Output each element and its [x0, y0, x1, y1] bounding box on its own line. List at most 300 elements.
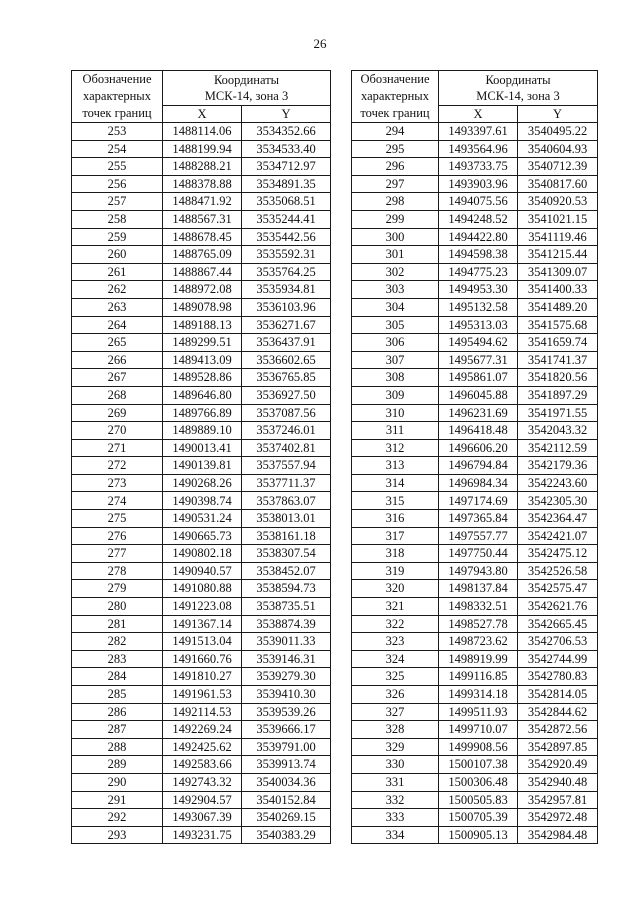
y-coordinate-cell: 3542706.53: [518, 633, 598, 651]
x-coordinate-cell: 1489646.80: [163, 386, 242, 404]
x-coordinate-cell: 1493564.96: [439, 140, 518, 158]
y-coordinate-cell: 3539913.74: [242, 756, 331, 774]
y-coordinate-cell: 3537557.94: [242, 457, 331, 475]
x-coordinate-cell: 1496794.84: [439, 457, 518, 475]
coords-header-line: МСК-14, зона 3: [476, 89, 560, 103]
point-number-cell: 333: [352, 809, 439, 827]
x-coordinate-cell: 1490139.81: [163, 457, 242, 475]
y-coordinate-cell: 3542984.48: [518, 826, 598, 844]
y-coordinate-cell: 3534712.97: [242, 158, 331, 176]
y-coordinate-cell: 3535068.51: [242, 193, 331, 211]
point-number-cell: 258: [72, 210, 163, 228]
table-row: [352, 351, 598, 369]
y-coordinate-cell: 3541820.56: [518, 369, 598, 387]
y-coordinate-cell: 3537711.37: [242, 474, 331, 492]
y-coordinate-cell: 3540269.15: [242, 809, 331, 827]
point-number-cell: 264: [72, 316, 163, 334]
table-row: [72, 738, 331, 756]
y-coordinate-cell: 3542972.48: [518, 809, 598, 827]
point-number-cell: 297: [352, 175, 439, 193]
y-column-header: Y: [242, 106, 331, 123]
table-row: [72, 826, 331, 844]
x-coordinate-cell: 1492904.57: [163, 791, 242, 809]
table-row: [352, 281, 598, 299]
y-coordinate-cell: 3535764.25: [242, 263, 331, 281]
point-number-cell: 318: [352, 545, 439, 563]
table-row: [352, 246, 598, 264]
x-coordinate-cell: 1490665.73: [163, 527, 242, 545]
y-coordinate-cell: 3542665.45: [518, 615, 598, 633]
x-coordinate-cell: 1496606.20: [439, 439, 518, 457]
y-coordinate-cell: 3535934.81: [242, 281, 331, 299]
x-coordinate-cell: 1490268.26: [163, 474, 242, 492]
y-coordinate-cell: 3540383.29: [242, 826, 331, 844]
coords-header-line: Координаты: [485, 73, 551, 87]
x-coordinate-cell: 1493903.96: [439, 175, 518, 193]
point-number-cell: 295: [352, 140, 439, 158]
x-coordinate-cell: 1488567.31: [163, 210, 242, 228]
y-coordinate-cell: 3541489.20: [518, 298, 598, 316]
y-coordinate-cell: 3542814.05: [518, 686, 598, 704]
coordinates-header: [439, 71, 598, 106]
point-number-cell: 268: [72, 386, 163, 404]
point-number-cell: 299: [352, 210, 439, 228]
point-number-cell: 294: [352, 123, 439, 141]
table-row: [352, 633, 598, 651]
y-coordinate-cell: 3540604.93: [518, 140, 598, 158]
table-row: [352, 334, 598, 352]
x-coordinate-cell: 1488471.92: [163, 193, 242, 211]
y-coordinate-cell: 3539539.26: [242, 703, 331, 721]
x-coordinate-cell: 1494598.38: [439, 246, 518, 264]
point-label-header: [352, 71, 439, 123]
table-row: [352, 404, 598, 422]
x-coordinate-cell: 1495494.62: [439, 334, 518, 352]
y-coordinate-cell: 3539410.30: [242, 686, 331, 704]
table-row: [352, 175, 598, 193]
x-coordinate-cell: 1491660.76: [163, 650, 242, 668]
point-number-cell: 315: [352, 492, 439, 510]
table-row: [72, 140, 331, 158]
point-number-cell: 298: [352, 193, 439, 211]
table-row: [72, 809, 331, 827]
x-coordinate-cell: 1494953.30: [439, 281, 518, 299]
x-coordinate-cell: 1500505.83: [439, 791, 518, 809]
y-coordinate-cell: 3542844.62: [518, 703, 598, 721]
point-number-cell: 261: [72, 263, 163, 281]
point-number-cell: 302: [352, 263, 439, 281]
point-number-cell: 309: [352, 386, 439, 404]
x-coordinate-cell: 1498137.84: [439, 580, 518, 598]
x-coordinate-cell: 1495313.03: [439, 316, 518, 334]
point-number-cell: 280: [72, 598, 163, 616]
point-number-cell: 306: [352, 334, 439, 352]
point-number-cell: 255: [72, 158, 163, 176]
y-coordinate-cell: 3542305.30: [518, 492, 598, 510]
y-coordinate-cell: 3540152.84: [242, 791, 331, 809]
y-coordinate-cell: 3538874.39: [242, 615, 331, 633]
x-coordinate-cell: 1492269.24: [163, 721, 242, 739]
y-coordinate-cell: 3542897.85: [518, 738, 598, 756]
point-number-cell: 254: [72, 140, 163, 158]
x-coordinate-cell: 1497174.69: [439, 492, 518, 510]
x-coordinate-cell: 1489078.98: [163, 298, 242, 316]
table-row: [72, 422, 331, 440]
y-coordinate-cell: 3536602.65: [242, 351, 331, 369]
x-coordinate-cell: 1491080.88: [163, 580, 242, 598]
x-coordinate-cell: 1499908.56: [439, 738, 518, 756]
point-number-cell: 266: [72, 351, 163, 369]
y-coordinate-cell: 3541575.68: [518, 316, 598, 334]
point-number-cell: 274: [72, 492, 163, 510]
y-coordinate-cell: 3542421.07: [518, 527, 598, 545]
x-coordinate-cell: 1491513.04: [163, 633, 242, 651]
x-coordinate-cell: 1493067.39: [163, 809, 242, 827]
point-number-cell: 321: [352, 598, 439, 616]
y-coordinate-cell: 3541897.29: [518, 386, 598, 404]
table-row: [72, 686, 331, 704]
x-coordinate-cell: 1490398.74: [163, 492, 242, 510]
table-row: [72, 439, 331, 457]
table-row: [72, 492, 331, 510]
point-number-cell: 287: [72, 721, 163, 739]
y-column-header: Y: [518, 106, 598, 123]
x-coordinate-cell: 1494422.80: [439, 228, 518, 246]
table-row: [72, 193, 331, 211]
x-coordinate-cell: 1490940.57: [163, 562, 242, 580]
table-row: [72, 527, 331, 545]
x-coordinate-cell: 1489889.10: [163, 422, 242, 440]
point-number-cell: 311: [352, 422, 439, 440]
y-coordinate-cell: 3538735.51: [242, 598, 331, 616]
point-number-cell: 317: [352, 527, 439, 545]
left-table-body: [72, 123, 331, 844]
x-coordinate-cell: 1500306.48: [439, 773, 518, 791]
table-row: [352, 809, 598, 827]
table-row: [352, 826, 598, 844]
table-row: [72, 351, 331, 369]
point-number-cell: 316: [352, 510, 439, 528]
table-row: [352, 756, 598, 774]
table-row: [352, 545, 598, 563]
x-coordinate-cell: 1489413.09: [163, 351, 242, 369]
table-row: [352, 791, 598, 809]
point-number-cell: 300: [352, 228, 439, 246]
x-coordinate-cell: 1493231.75: [163, 826, 242, 844]
point-number-cell: 270: [72, 422, 163, 440]
point-number-cell: 273: [72, 474, 163, 492]
point-number-cell: 293: [72, 826, 163, 844]
point-number-cell: 323: [352, 633, 439, 651]
point-number-cell: 259: [72, 228, 163, 246]
right-table-body: [352, 123, 598, 844]
point-number-cell: 276: [72, 527, 163, 545]
y-coordinate-cell: 3541659.74: [518, 334, 598, 352]
point-number-cell: 334: [352, 826, 439, 844]
y-coordinate-cell: 3534352.66: [242, 123, 331, 141]
x-coordinate-cell: 1498919.99: [439, 650, 518, 668]
x-coordinate-cell: 1492114.53: [163, 703, 242, 721]
x-coordinate-cell: 1497557.77: [439, 527, 518, 545]
point-number-cell: 285: [72, 686, 163, 704]
x-coordinate-cell: 1489766.89: [163, 404, 242, 422]
coords-header-line: МСК-14, зона 3: [204, 89, 289, 103]
table-row: [72, 756, 331, 774]
x-coordinate-cell: 1488678.45: [163, 228, 242, 246]
point-number-cell: 256: [72, 175, 163, 193]
y-coordinate-cell: 3542872.56: [518, 721, 598, 739]
x-coordinate-cell: 1490802.18: [163, 545, 242, 563]
y-coordinate-cell: 3541119.46: [518, 228, 598, 246]
x-coordinate-cell: 1497750.44: [439, 545, 518, 563]
point-number-cell: 283: [72, 650, 163, 668]
point-number-cell: 320: [352, 580, 439, 598]
x-coordinate-cell: 1491367.14: [163, 615, 242, 633]
coordinates-header: [163, 71, 331, 106]
y-coordinate-cell: 3540712.39: [518, 158, 598, 176]
x-coordinate-cell: 1491223.08: [163, 598, 242, 616]
y-coordinate-cell: 3542526.58: [518, 562, 598, 580]
point-number-cell: 277: [72, 545, 163, 563]
y-coordinate-cell: 3541741.37: [518, 351, 598, 369]
table-row: [352, 474, 598, 492]
table-row: [352, 316, 598, 334]
table-row: [352, 492, 598, 510]
table-row: [72, 246, 331, 264]
y-coordinate-cell: 3536927.50: [242, 386, 331, 404]
table-row: [72, 615, 331, 633]
label-header-line: Обозначение: [360, 72, 430, 86]
y-coordinate-cell: 3540034.36: [242, 773, 331, 791]
y-coordinate-cell: 3542364.47: [518, 510, 598, 528]
y-coordinate-cell: 3542920.49: [518, 756, 598, 774]
y-coordinate-cell: 3541021.15: [518, 210, 598, 228]
label-header-line: точек границ: [360, 106, 430, 120]
point-number-cell: 263: [72, 298, 163, 316]
y-coordinate-cell: 3535592.31: [242, 246, 331, 264]
y-coordinate-cell: 3536437.91: [242, 334, 331, 352]
x-coordinate-cell: 1492583.66: [163, 756, 242, 774]
label-header-line: точек границ: [82, 106, 152, 120]
table-row: [72, 228, 331, 246]
point-number-cell: 322: [352, 615, 439, 633]
x-coordinate-cell: 1488199.94: [163, 140, 242, 158]
point-number-cell: 304: [352, 298, 439, 316]
table-row: [72, 668, 331, 686]
point-number-cell: 262: [72, 281, 163, 299]
point-number-cell: 288: [72, 738, 163, 756]
table-row: [72, 263, 331, 281]
point-number-cell: 269: [72, 404, 163, 422]
table-row: [352, 738, 598, 756]
point-number-cell: 308: [352, 369, 439, 387]
x-coordinate-cell: 1489528.86: [163, 369, 242, 387]
x-coordinate-cell: 1489188.13: [163, 316, 242, 334]
x-coordinate-cell: 1488288.21: [163, 158, 242, 176]
point-number-cell: 291: [72, 791, 163, 809]
x-coordinate-cell: 1492743.32: [163, 773, 242, 791]
x-coordinate-cell: 1495677.31: [439, 351, 518, 369]
y-coordinate-cell: 3537402.81: [242, 439, 331, 457]
y-coordinate-cell: 3537087.56: [242, 404, 331, 422]
table-row: [352, 650, 598, 668]
x-coordinate-cell: 1500905.13: [439, 826, 518, 844]
point-number-cell: 326: [352, 686, 439, 704]
y-coordinate-cell: 3542112.59: [518, 439, 598, 457]
y-coordinate-cell: 3540495.22: [518, 123, 598, 141]
point-number-cell: 312: [352, 439, 439, 457]
y-coordinate-cell: 3538594.73: [242, 580, 331, 598]
table-row: [352, 158, 598, 176]
point-label-header: [72, 71, 163, 123]
table-row: [352, 562, 598, 580]
x-coordinate-cell: 1496984.34: [439, 474, 518, 492]
table-row: [72, 334, 331, 352]
table-row: [72, 633, 331, 651]
table-row: [72, 386, 331, 404]
point-number-cell: 329: [352, 738, 439, 756]
table-row: [352, 773, 598, 791]
y-coordinate-cell: 3537863.07: [242, 492, 331, 510]
y-coordinate-cell: 3539146.31: [242, 650, 331, 668]
table-row: [72, 650, 331, 668]
x-coordinate-cell: 1498527.78: [439, 615, 518, 633]
table-row: [72, 721, 331, 739]
table-row: [72, 298, 331, 316]
y-coordinate-cell: 3542621.76: [518, 598, 598, 616]
point-number-cell: 310: [352, 404, 439, 422]
point-number-cell: 257: [72, 193, 163, 211]
point-number-cell: 292: [72, 809, 163, 827]
table-row: [72, 510, 331, 528]
point-number-cell: 303: [352, 281, 439, 299]
table-row: [352, 668, 598, 686]
coords-header-line: Координаты: [213, 73, 280, 87]
table-row: [72, 703, 331, 721]
y-coordinate-cell: 3542475.12: [518, 545, 598, 563]
x-coordinate-cell: 1499116.85: [439, 668, 518, 686]
point-number-cell: 313: [352, 457, 439, 475]
point-number-cell: 332: [352, 791, 439, 809]
table-row: [352, 210, 598, 228]
table-row: [352, 193, 598, 211]
label-header-line: характерных: [83, 89, 151, 103]
point-number-cell: 267: [72, 369, 163, 387]
y-coordinate-cell: 3535442.56: [242, 228, 331, 246]
table-row: [352, 123, 598, 141]
x-coordinate-cell: 1488378.88: [163, 175, 242, 193]
point-number-cell: 279: [72, 580, 163, 598]
table-row: [352, 580, 598, 598]
y-coordinate-cell: 3542179.36: [518, 457, 598, 475]
coordinates-table-right: [351, 70, 598, 844]
y-coordinate-cell: 3536271.67: [242, 316, 331, 334]
point-number-cell: 253: [72, 123, 163, 141]
point-number-cell: 305: [352, 316, 439, 334]
x-coordinate-cell: 1497365.84: [439, 510, 518, 528]
point-number-cell: 319: [352, 562, 439, 580]
y-coordinate-cell: 3540817.60: [518, 175, 598, 193]
point-number-cell: 260: [72, 246, 163, 264]
x-coordinate-cell: 1499511.93: [439, 703, 518, 721]
point-number-cell: 275: [72, 510, 163, 528]
y-coordinate-cell: 3541400.33: [518, 281, 598, 299]
x-coordinate-cell: 1493397.61: [439, 123, 518, 141]
x-coordinate-cell: 1498723.62: [439, 633, 518, 651]
table-row: [352, 721, 598, 739]
point-number-cell: 327: [352, 703, 439, 721]
point-number-cell: 272: [72, 457, 163, 475]
table-row: [352, 439, 598, 457]
x-coordinate-cell: 1488867.44: [163, 263, 242, 281]
table-row: [352, 263, 598, 281]
y-coordinate-cell: 3534891.35: [242, 175, 331, 193]
x-coordinate-cell: 1489299.51: [163, 334, 242, 352]
x-coordinate-cell: 1488972.08: [163, 281, 242, 299]
table-row: [72, 580, 331, 598]
x-coordinate-cell: 1496418.48: [439, 422, 518, 440]
table-row: [72, 562, 331, 580]
y-coordinate-cell: 3538013.01: [242, 510, 331, 528]
x-coordinate-cell: 1494775.23: [439, 263, 518, 281]
table-row: [352, 228, 598, 246]
x-coordinate-cell: 1500107.38: [439, 756, 518, 774]
table-row: [72, 316, 331, 334]
x-coordinate-cell: 1499710.07: [439, 721, 518, 739]
table-row: [352, 386, 598, 404]
y-coordinate-cell: 3538452.07: [242, 562, 331, 580]
table-row: [352, 422, 598, 440]
x-coordinate-cell: 1490013.41: [163, 439, 242, 457]
point-number-cell: 314: [352, 474, 439, 492]
table-row: [72, 545, 331, 563]
table-row: [72, 404, 331, 422]
y-coordinate-cell: 3539279.30: [242, 668, 331, 686]
label-header-line: Обозначение: [82, 72, 152, 86]
label-header-line: характерных: [361, 89, 429, 103]
y-coordinate-cell: 3541971.55: [518, 404, 598, 422]
point-number-cell: 325: [352, 668, 439, 686]
x-coordinate-cell: 1488765.09: [163, 246, 242, 264]
y-coordinate-cell: 3542744.99: [518, 650, 598, 668]
y-coordinate-cell: 3536103.96: [242, 298, 331, 316]
table-row: [72, 598, 331, 616]
table-row: [352, 615, 598, 633]
y-coordinate-cell: 3539011.33: [242, 633, 331, 651]
x-coordinate-cell: 1498332.51: [439, 598, 518, 616]
x-coordinate-cell: 1496231.69: [439, 404, 518, 422]
x-coordinate-cell: 1491961.53: [163, 686, 242, 704]
table-row: [352, 703, 598, 721]
point-number-cell: 331: [352, 773, 439, 791]
table-row: [72, 123, 331, 141]
point-number-cell: 330: [352, 756, 439, 774]
y-coordinate-cell: 3542957.81: [518, 791, 598, 809]
point-number-cell: 324: [352, 650, 439, 668]
point-number-cell: 328: [352, 721, 439, 739]
point-number-cell: 290: [72, 773, 163, 791]
y-coordinate-cell: 3537246.01: [242, 422, 331, 440]
x-coordinate-cell: 1495861.07: [439, 369, 518, 387]
table-row: [352, 527, 598, 545]
table-row: [72, 457, 331, 475]
y-coordinate-cell: 3538161.18: [242, 527, 331, 545]
y-coordinate-cell: 3536765.85: [242, 369, 331, 387]
table-row: [72, 474, 331, 492]
table-row: [352, 298, 598, 316]
x-coordinate-cell: 1499314.18: [439, 686, 518, 704]
y-coordinate-cell: 3542575.47: [518, 580, 598, 598]
